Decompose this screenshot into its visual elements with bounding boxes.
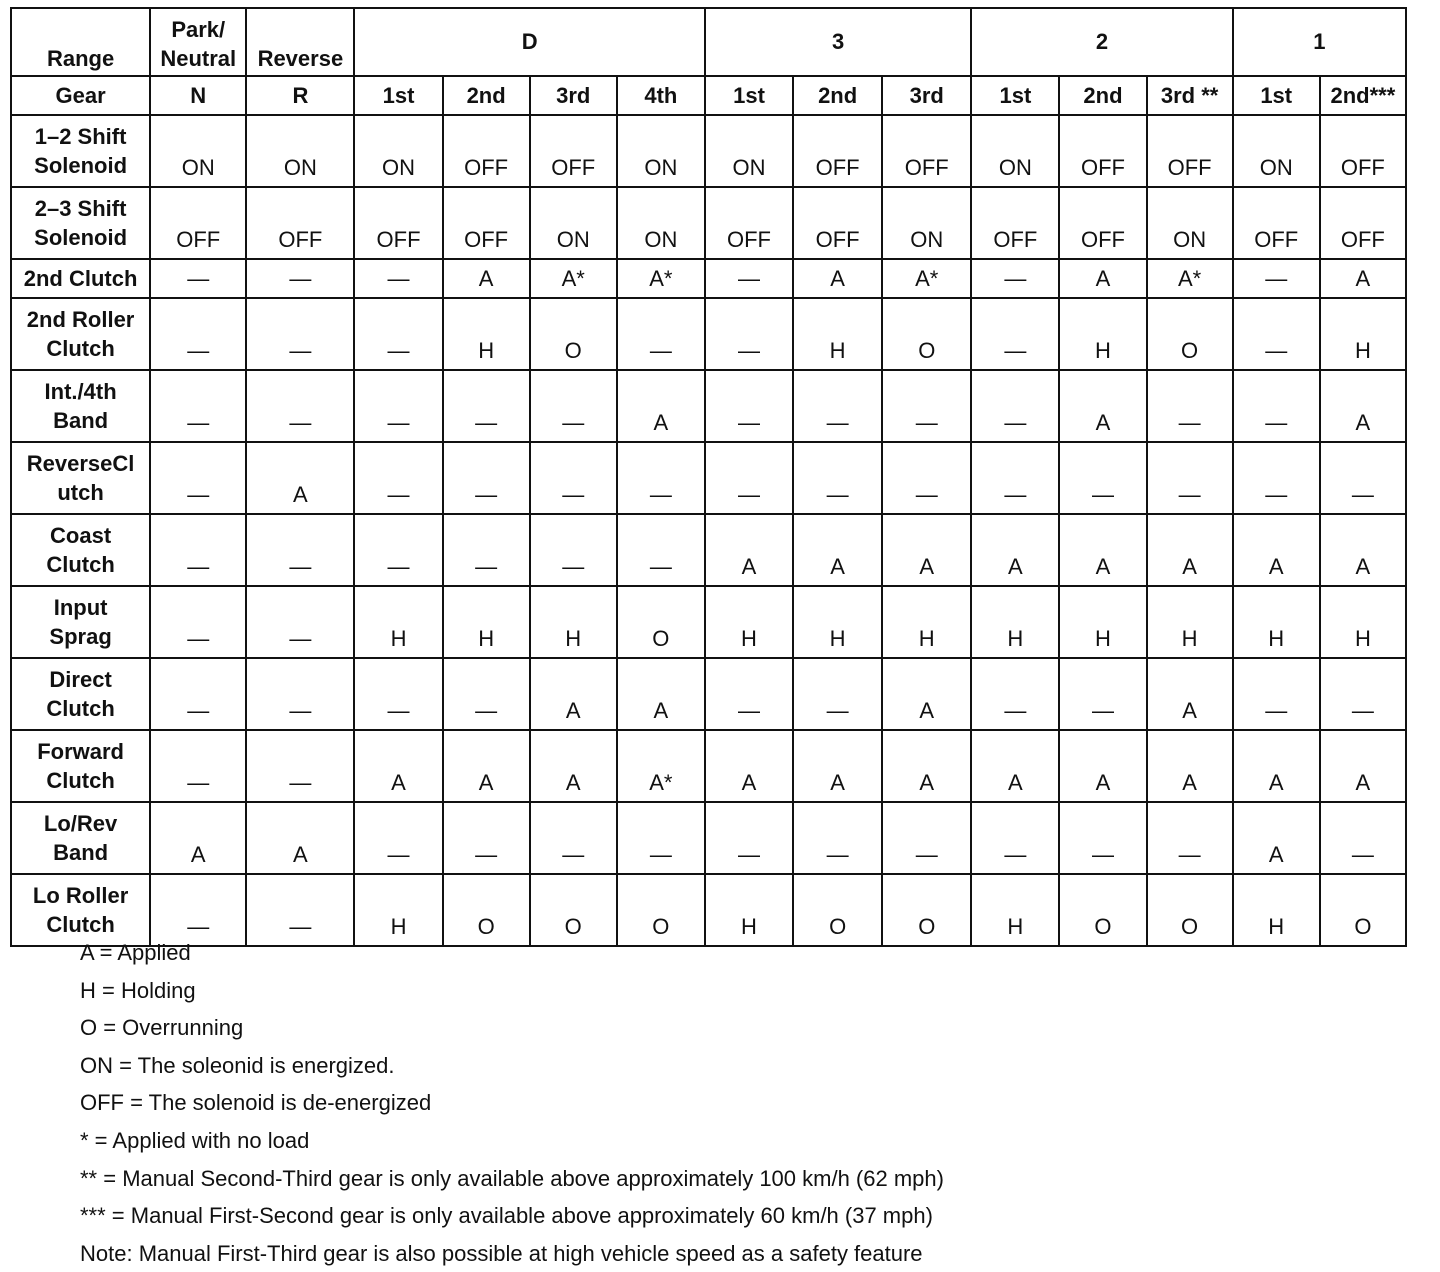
table-cell: ON bbox=[246, 115, 354, 187]
table-cell: — bbox=[150, 874, 246, 946]
table-cell: OFF bbox=[793, 187, 882, 259]
range-3: 3 bbox=[705, 8, 971, 76]
table-cell: ON bbox=[882, 187, 971, 259]
table-cell: — bbox=[354, 442, 442, 514]
legend-line: ON = The soleonid is energized. bbox=[80, 1052, 395, 1078]
table-cell: — bbox=[150, 298, 246, 370]
table-cell: H bbox=[530, 586, 617, 658]
table-cell: — bbox=[971, 802, 1059, 874]
table-cell: — bbox=[971, 370, 1059, 442]
table-cell: OFF bbox=[354, 187, 442, 259]
table-row bbox=[11, 730, 1406, 802]
table-cell: ON bbox=[354, 115, 442, 187]
table-cell: — bbox=[1147, 802, 1233, 874]
table-cell: O bbox=[793, 874, 882, 946]
table-cell: A bbox=[443, 730, 530, 802]
table-cell: A bbox=[793, 259, 882, 298]
legend-line: OFF = The solenoid is de-energized bbox=[80, 1090, 432, 1116]
clutch-application-chart bbox=[10, 7, 1407, 947]
range-park-neutral: Park/ Neutral bbox=[150, 8, 246, 76]
table-cell: — bbox=[530, 802, 617, 874]
table-cell: — bbox=[150, 259, 246, 298]
row-label: Int./4th Band bbox=[11, 370, 150, 442]
table-row bbox=[11, 802, 1406, 874]
table-cell: ON bbox=[617, 187, 705, 259]
row-label: ReverseCl utch bbox=[11, 442, 150, 514]
gear-header-cell: N bbox=[150, 76, 246, 115]
table-cell: — bbox=[530, 370, 617, 442]
table-cell: — bbox=[617, 514, 705, 586]
table-cell: — bbox=[705, 802, 793, 874]
gear-header-cell: 3rd ** bbox=[1147, 76, 1233, 115]
table-cell: — bbox=[1059, 658, 1146, 730]
table-cell: — bbox=[246, 514, 354, 586]
table-row bbox=[11, 259, 1406, 298]
table-cell: A bbox=[1233, 514, 1320, 586]
row-label: 1–2 Shift Solenoid bbox=[11, 115, 150, 187]
table-cell: O bbox=[1147, 298, 1233, 370]
table-cell: — bbox=[150, 658, 246, 730]
table-cell: A bbox=[1059, 370, 1146, 442]
table-cell: OFF bbox=[793, 115, 882, 187]
table-cell: H bbox=[1059, 298, 1146, 370]
table-cell: A* bbox=[530, 259, 617, 298]
table-cell: — bbox=[705, 298, 793, 370]
table-cell: — bbox=[1233, 658, 1320, 730]
row-label: 2–3 Shift Solenoid bbox=[11, 187, 150, 259]
table-cell: OFF bbox=[1059, 187, 1146, 259]
table-cell: H bbox=[1233, 586, 1320, 658]
table-cell: OFF bbox=[971, 187, 1059, 259]
table-cell: — bbox=[246, 586, 354, 658]
row-label: Direct Clutch bbox=[11, 658, 150, 730]
table-cell: — bbox=[1059, 442, 1146, 514]
table-cell: OFF bbox=[246, 187, 354, 259]
table-cell: O bbox=[530, 874, 617, 946]
legend bbox=[80, 934, 944, 1272]
table-cell: — bbox=[443, 658, 530, 730]
table-cell: H bbox=[443, 298, 530, 370]
table-cell: OFF bbox=[443, 187, 530, 259]
table-cell: — bbox=[246, 370, 354, 442]
table-cell: A bbox=[1233, 730, 1320, 802]
table-cell: — bbox=[882, 442, 971, 514]
table-cell: A bbox=[530, 658, 617, 730]
table-cell: — bbox=[246, 298, 354, 370]
table-cell: — bbox=[1147, 370, 1233, 442]
gear-header-cell: 1st bbox=[705, 76, 793, 115]
table-row bbox=[11, 658, 1406, 730]
table-row bbox=[11, 298, 1406, 370]
table-cell: — bbox=[882, 802, 971, 874]
legend-line: O = Overrunning bbox=[80, 1015, 244, 1041]
table-cell: — bbox=[793, 658, 882, 730]
table-cell: — bbox=[1233, 442, 1320, 514]
table-cell: — bbox=[354, 259, 442, 298]
table-cell: — bbox=[705, 259, 793, 298]
range-1: 1 bbox=[1233, 8, 1406, 76]
table-cell: H bbox=[971, 874, 1059, 946]
table-cell: — bbox=[354, 658, 442, 730]
table-cell: — bbox=[705, 370, 793, 442]
table-cell: A* bbox=[882, 259, 971, 298]
table-cell: A bbox=[1059, 259, 1146, 298]
table-cell: A bbox=[1320, 514, 1406, 586]
table-cell: A bbox=[882, 730, 971, 802]
table-cell: — bbox=[354, 802, 442, 874]
table-cell: A bbox=[443, 259, 530, 298]
table-cell: ON bbox=[1147, 187, 1233, 259]
table-cell: A bbox=[354, 730, 442, 802]
gear-header-row bbox=[11, 76, 1406, 115]
gear-header-cell: 1st bbox=[354, 76, 442, 115]
table-cell: H bbox=[1059, 586, 1146, 658]
table-cell: O bbox=[882, 874, 971, 946]
row-label: 2nd Roller Clutch bbox=[11, 298, 150, 370]
table-cell: H bbox=[705, 586, 793, 658]
gear-label: Gear bbox=[11, 76, 150, 115]
table-cell: — bbox=[530, 442, 617, 514]
table-cell: O bbox=[1320, 874, 1406, 946]
table-cell: — bbox=[793, 442, 882, 514]
table-cell: — bbox=[150, 586, 246, 658]
gear-header-cell: 4th bbox=[617, 76, 705, 115]
table-cell: OFF bbox=[1147, 115, 1233, 187]
table-cell: A bbox=[971, 514, 1059, 586]
row-label: 2nd Clutch bbox=[11, 259, 150, 298]
table-cell: A bbox=[530, 730, 617, 802]
table-cell: — bbox=[1320, 802, 1406, 874]
range-2: 2 bbox=[971, 8, 1232, 76]
table-cell: H bbox=[354, 874, 442, 946]
table-cell: — bbox=[1147, 442, 1233, 514]
table-cell: OFF bbox=[530, 115, 617, 187]
table-cell: A bbox=[617, 658, 705, 730]
table-cell: — bbox=[705, 658, 793, 730]
table-cell: A bbox=[1147, 730, 1233, 802]
table-cell: OFF bbox=[150, 187, 246, 259]
table-cell: — bbox=[882, 370, 971, 442]
table-row bbox=[11, 187, 1406, 259]
table-cell: — bbox=[530, 514, 617, 586]
table-cell: — bbox=[150, 514, 246, 586]
table-cell: A bbox=[971, 730, 1059, 802]
table-cell: — bbox=[617, 442, 705, 514]
table-row bbox=[11, 370, 1406, 442]
table-cell: O bbox=[1059, 874, 1146, 946]
table-cell: — bbox=[793, 370, 882, 442]
table-cell: H bbox=[443, 586, 530, 658]
table-cell: ON bbox=[705, 115, 793, 187]
row-label: Lo/Rev Band bbox=[11, 802, 150, 874]
table-cell: — bbox=[1320, 442, 1406, 514]
table-cell: H bbox=[705, 874, 793, 946]
table-cell: A bbox=[705, 514, 793, 586]
table-cell: O bbox=[530, 298, 617, 370]
table-cell: A bbox=[793, 514, 882, 586]
table-cell: — bbox=[617, 802, 705, 874]
table-cell: A bbox=[617, 370, 705, 442]
table-cell: A bbox=[1147, 514, 1233, 586]
table-cell: H bbox=[354, 586, 442, 658]
table-cell: — bbox=[443, 442, 530, 514]
legend-line: H = Holding bbox=[80, 977, 196, 1003]
table-cell: O bbox=[617, 586, 705, 658]
table-cell: — bbox=[246, 658, 354, 730]
table-cell: O bbox=[443, 874, 530, 946]
row-label: Forward Clutch bbox=[11, 730, 150, 802]
table-cell: A bbox=[1233, 802, 1320, 874]
row-label: Lo Roller Clutch bbox=[11, 874, 150, 946]
gear-header-cell: 2nd bbox=[443, 76, 530, 115]
table-cell: OFF bbox=[1320, 115, 1406, 187]
table-cell: — bbox=[150, 370, 246, 442]
table-cell: A bbox=[793, 730, 882, 802]
table-cell: — bbox=[1233, 298, 1320, 370]
table-cell: OFF bbox=[1320, 187, 1406, 259]
table-cell: A* bbox=[617, 259, 705, 298]
table-cell: — bbox=[354, 298, 442, 370]
table-cell: ON bbox=[150, 115, 246, 187]
table-cell: — bbox=[705, 442, 793, 514]
table-cell: A bbox=[1059, 730, 1146, 802]
range-header-row bbox=[11, 8, 1406, 76]
table-cell: H bbox=[1233, 874, 1320, 946]
table-cell: A bbox=[882, 658, 971, 730]
table-cell: H bbox=[793, 298, 882, 370]
table-cell: OFF bbox=[705, 187, 793, 259]
table-cell: ON bbox=[971, 115, 1059, 187]
gear-header-cell: 1st bbox=[1233, 76, 1320, 115]
table-cell: A bbox=[882, 514, 971, 586]
table-cell: — bbox=[443, 370, 530, 442]
range-reverse: Reverse bbox=[246, 8, 354, 76]
table-cell: OFF bbox=[882, 115, 971, 187]
table-cell: OFF bbox=[443, 115, 530, 187]
table-cell: — bbox=[443, 802, 530, 874]
gear-header-cell: 2nd*** bbox=[1320, 76, 1406, 115]
table-cell: A bbox=[1320, 259, 1406, 298]
table-cell: A bbox=[246, 802, 354, 874]
table-cell: ON bbox=[530, 187, 617, 259]
table-cell: — bbox=[971, 298, 1059, 370]
row-label: Input Sprag bbox=[11, 586, 150, 658]
table-cell: — bbox=[971, 259, 1059, 298]
gear-header-cell: 2nd bbox=[1059, 76, 1146, 115]
table-cell: H bbox=[1147, 586, 1233, 658]
table-cell: A bbox=[150, 802, 246, 874]
table-cell: — bbox=[443, 514, 530, 586]
table-cell: O bbox=[617, 874, 705, 946]
table-cell: H bbox=[882, 586, 971, 658]
table-cell: — bbox=[793, 802, 882, 874]
table-cell: — bbox=[1320, 658, 1406, 730]
range-label: Range bbox=[11, 8, 150, 76]
table-row bbox=[11, 514, 1406, 586]
table-cell: H bbox=[971, 586, 1059, 658]
table-cell: H bbox=[793, 586, 882, 658]
table-row bbox=[11, 442, 1406, 514]
table-cell: A bbox=[246, 442, 354, 514]
table-cell: OFF bbox=[1233, 187, 1320, 259]
table-row bbox=[11, 115, 1406, 187]
table-cell: A bbox=[1147, 658, 1233, 730]
table-cell: — bbox=[150, 442, 246, 514]
table-cell: A bbox=[1059, 514, 1146, 586]
table-cell: — bbox=[150, 730, 246, 802]
range-d: D bbox=[354, 8, 704, 76]
legend-line: * = Applied with no load bbox=[80, 1127, 310, 1153]
table-cell: — bbox=[354, 514, 442, 586]
table-cell: A bbox=[1320, 370, 1406, 442]
gear-header-cell: R bbox=[246, 76, 354, 115]
table-cell: — bbox=[354, 370, 442, 442]
legend-line: Note: Manual First-Third gear is also possible at high vehicle speed as a safety feature bbox=[80, 1240, 923, 1266]
table-cell: — bbox=[246, 259, 354, 298]
table-cell: ON bbox=[617, 115, 705, 187]
legend-line: ** = Manual Second-Third gear is only available above approximately 100 km/h (62 mph) bbox=[80, 1165, 944, 1191]
table-cell: — bbox=[246, 874, 354, 946]
table-cell: A* bbox=[1147, 259, 1233, 298]
gear-header-cell: 2nd bbox=[793, 76, 882, 115]
table-cell: — bbox=[971, 442, 1059, 514]
table-cell: — bbox=[1233, 370, 1320, 442]
table-cell: — bbox=[617, 298, 705, 370]
table-cell: A bbox=[1320, 730, 1406, 802]
legend-line: *** = Manual First-Second gear is only available above approximately 60 km/h (37 mph) bbox=[80, 1203, 933, 1229]
table-cell: O bbox=[1147, 874, 1233, 946]
table-cell: ON bbox=[1233, 115, 1320, 187]
table-cell: A bbox=[705, 730, 793, 802]
legend-line: A = Applied bbox=[80, 940, 191, 965]
gear-header-cell: 3rd bbox=[882, 76, 971, 115]
table-cell: O bbox=[882, 298, 971, 370]
row-label: Coast Clutch bbox=[11, 514, 150, 586]
table-cell: — bbox=[1059, 802, 1146, 874]
table-cell: — bbox=[246, 730, 354, 802]
gear-header-cell: 1st bbox=[971, 76, 1059, 115]
table-cell: H bbox=[1320, 298, 1406, 370]
table-cell: — bbox=[1233, 259, 1320, 298]
table-cell: — bbox=[971, 658, 1059, 730]
gear-header-cell: 3rd bbox=[530, 76, 617, 115]
table-row bbox=[11, 586, 1406, 658]
table-cell: H bbox=[1320, 586, 1406, 658]
table-cell: OFF bbox=[1059, 115, 1146, 187]
table-cell: A* bbox=[617, 730, 705, 802]
